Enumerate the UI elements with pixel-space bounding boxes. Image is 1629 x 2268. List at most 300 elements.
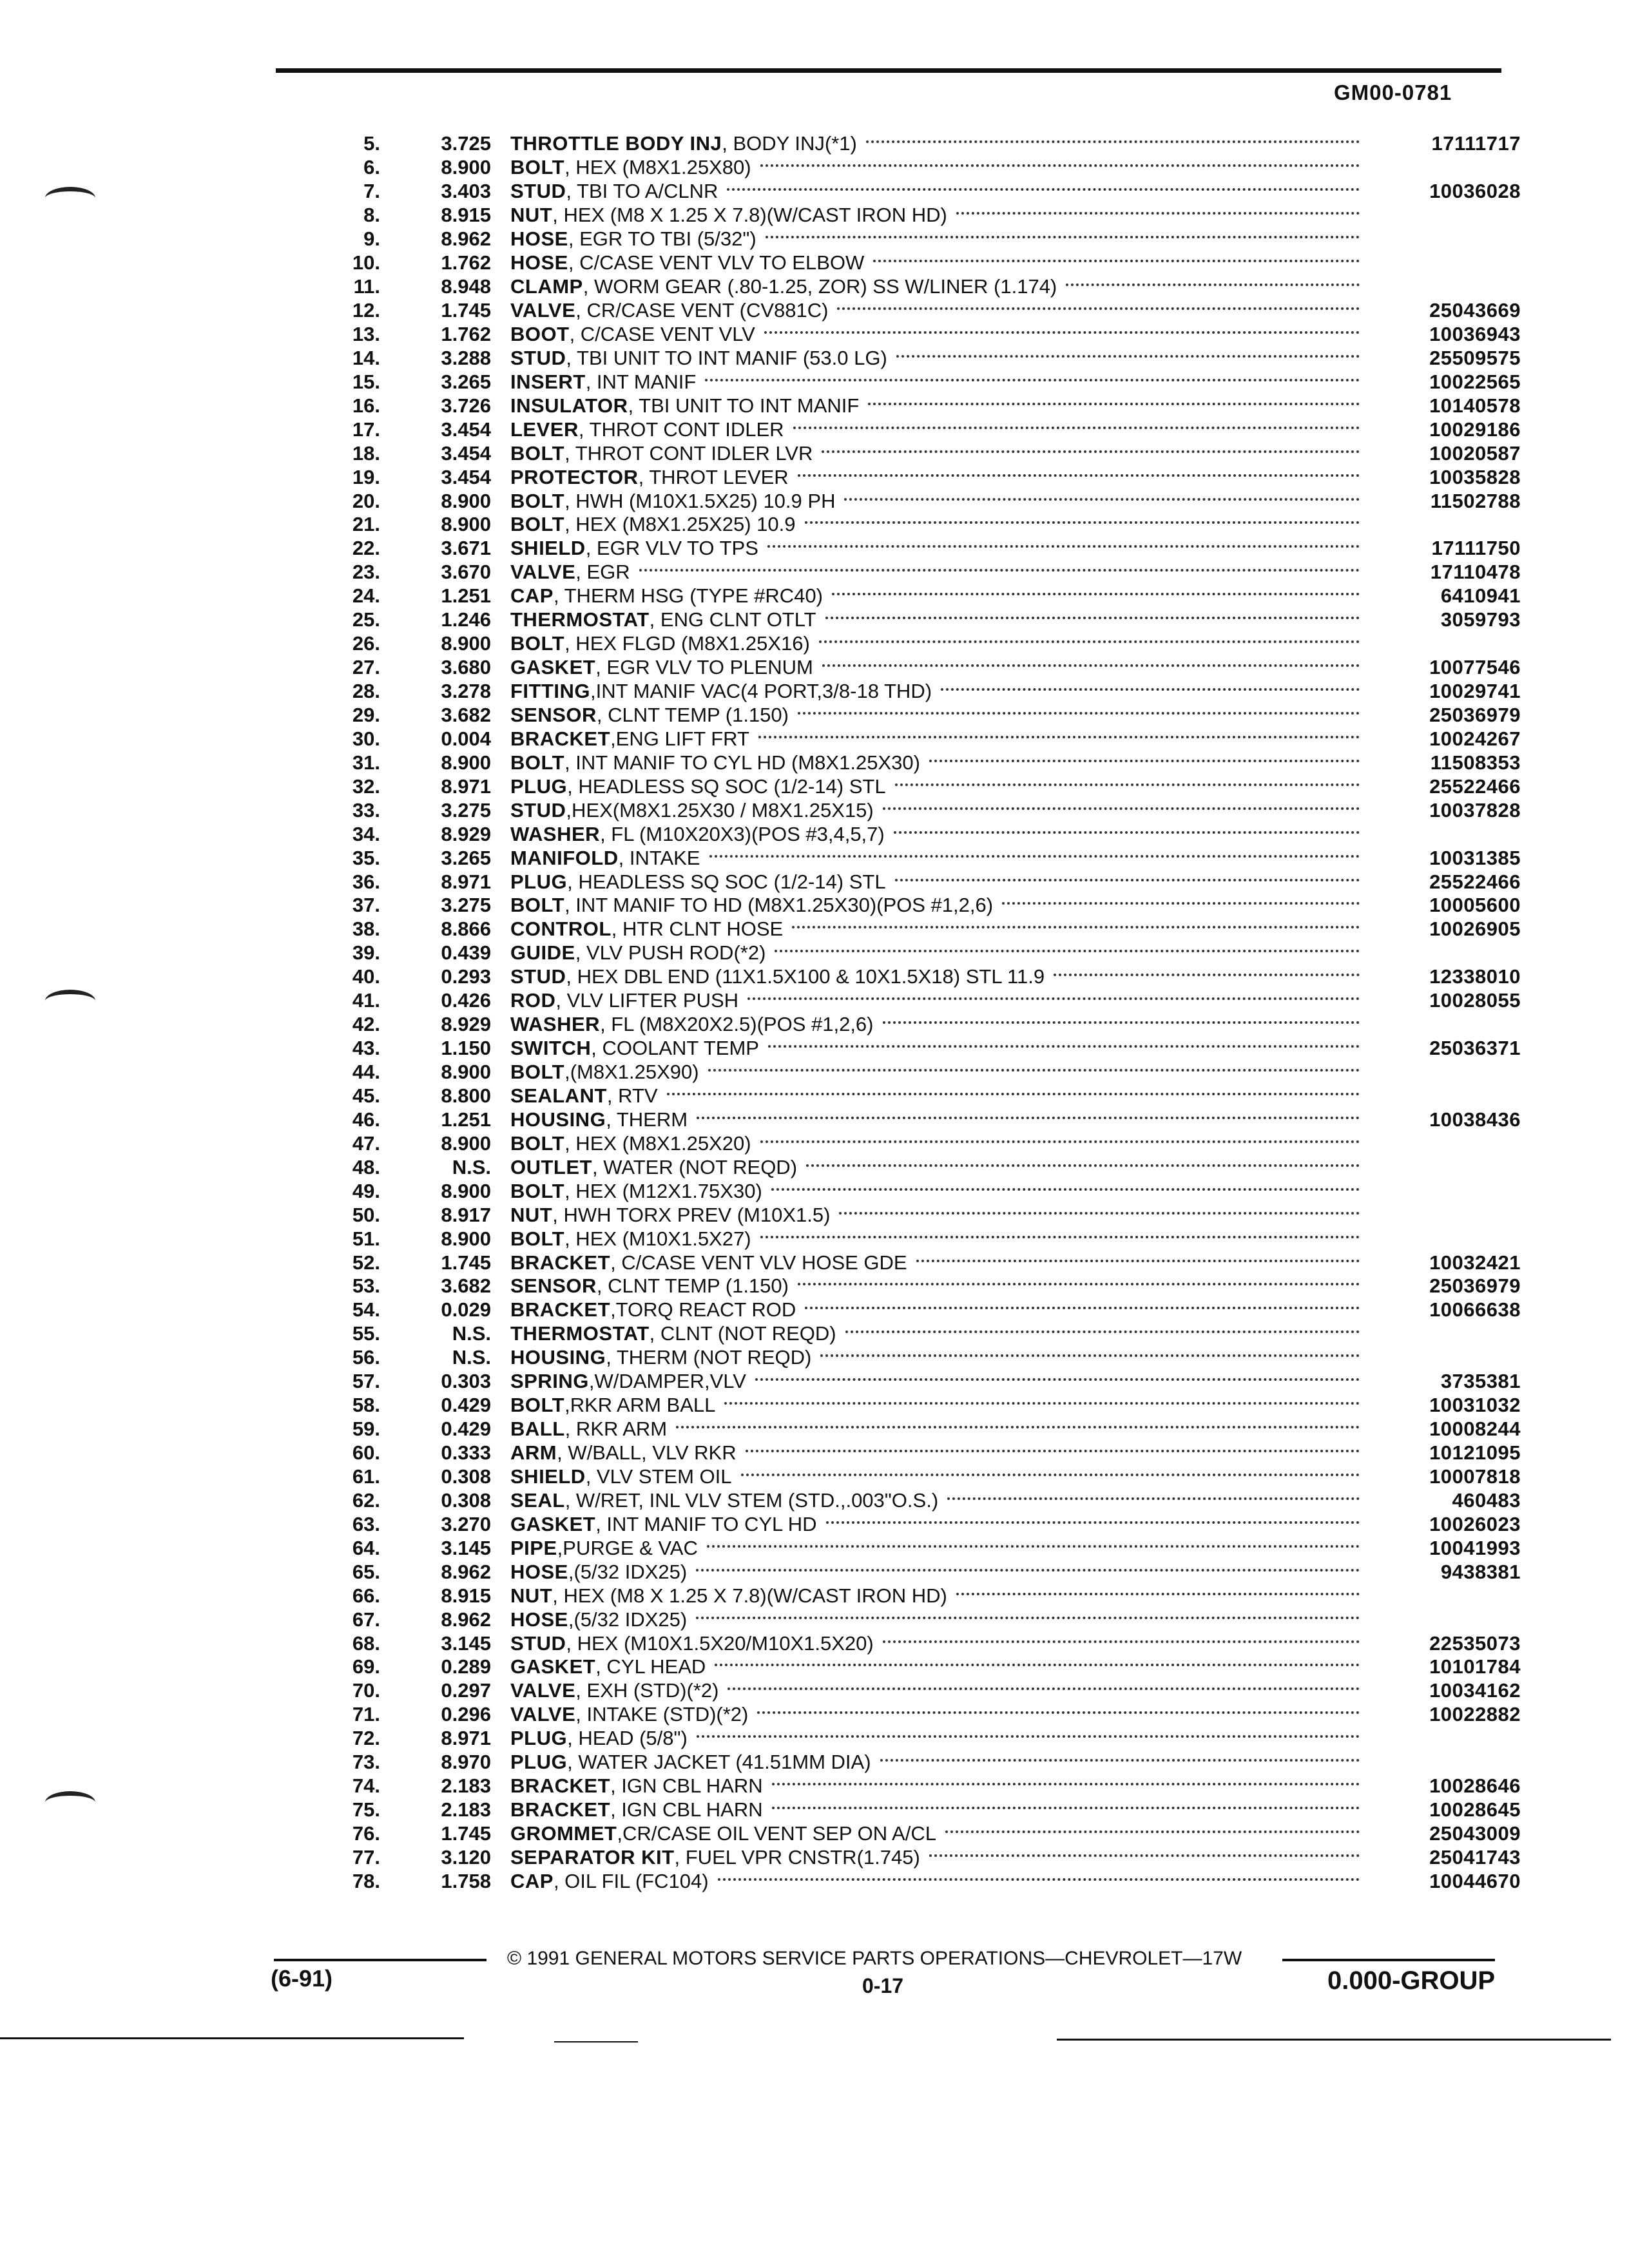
part-name: SEALANT xyxy=(510,1084,607,1107)
item-number: 57. xyxy=(352,1370,380,1393)
part-spec: , CLNT (NOT REQD) xyxy=(649,1322,836,1345)
dot-leader xyxy=(724,1402,1360,1405)
part-name: GASKET xyxy=(510,656,596,679)
parts-list-row xyxy=(335,584,1521,608)
part-spec: , WORM GEAR (.80-1.25, ZOR) SS W/LINER (1.174) xyxy=(583,275,1057,298)
group-number: 2.183 xyxy=(441,1774,491,1798)
parts-list-row xyxy=(335,1703,1521,1727)
group-number: 8.970 xyxy=(441,1751,491,1774)
parts-list-row xyxy=(335,846,1521,870)
part-number: 25522466 xyxy=(1429,870,1521,893)
item-number: 76. xyxy=(352,1822,380,1845)
part-name: ARM xyxy=(510,1441,557,1465)
part-spec: ,(5/32 IDX25) xyxy=(568,1560,688,1583)
part-name: BRACKET xyxy=(510,727,611,750)
part-spec: , TBI TO A/CLNR xyxy=(566,180,718,203)
item-number: 56. xyxy=(352,1346,380,1369)
group-number: 1.251 xyxy=(441,584,491,608)
dot-leader xyxy=(896,355,1360,358)
dot-leader xyxy=(741,1474,1360,1476)
item-number: 59. xyxy=(352,1418,380,1441)
dot-leader xyxy=(707,1545,1360,1548)
group-number: 0.429 xyxy=(441,1394,491,1417)
part-spec: , ENG CLNT OTLT xyxy=(649,608,816,631)
group-number: 0.289 xyxy=(441,1655,491,1678)
part-description xyxy=(510,680,1360,703)
part-spec: , FL (M8X20X2.5)(POS #1,2,6) xyxy=(600,1013,874,1036)
part-name: PIPE xyxy=(510,1536,557,1559)
part-spec: , HEX (M10X1.5X20/M10X1.5X20) xyxy=(566,1631,874,1655)
parts-list-row xyxy=(335,1727,1521,1751)
part-name: HOUSING xyxy=(510,1108,606,1131)
group-number: 8.900 xyxy=(441,751,491,774)
parts-list-row xyxy=(335,513,1521,537)
item-number: 37. xyxy=(352,894,380,917)
part-description xyxy=(510,1846,1360,1869)
part-name: SWITCH xyxy=(510,1037,592,1060)
item-number: 67. xyxy=(352,1608,380,1631)
part-spec: , HEX (M8X1.25X20) xyxy=(564,1131,751,1155)
item-number: 62. xyxy=(352,1488,380,1512)
item-number: 46. xyxy=(352,1108,380,1131)
part-number: 10020587 xyxy=(1429,441,1521,465)
part-name: STUD xyxy=(510,1631,566,1655)
group-number: 3.726 xyxy=(441,394,491,417)
item-number: 78. xyxy=(352,1869,380,1892)
parts-list-row xyxy=(335,561,1521,584)
part-number: 10022565 xyxy=(1429,370,1521,393)
item-number: 40. xyxy=(352,965,380,988)
group-number: 3.680 xyxy=(441,656,491,679)
part-name: HOSE xyxy=(510,1560,568,1583)
parts-list-row xyxy=(335,1346,1521,1370)
part-name: SENSOR xyxy=(510,703,597,726)
item-number: 10. xyxy=(352,251,380,274)
parts-list-row xyxy=(335,346,1521,370)
part-name: THROTTLE BODY INJ xyxy=(510,132,722,155)
item-number: 9. xyxy=(363,227,380,251)
part-number: 10031385 xyxy=(1429,846,1521,869)
part-spec: , WATER JACKET (41.51MM DIA) xyxy=(567,1751,871,1774)
part-description xyxy=(510,299,1360,322)
dot-leader xyxy=(676,1426,1360,1428)
dot-leader xyxy=(822,664,1360,667)
item-number: 25. xyxy=(352,608,380,631)
parts-list-row xyxy=(335,441,1521,465)
parts-list-row xyxy=(335,965,1521,989)
part-description xyxy=(510,442,1360,465)
part-number: 10044670 xyxy=(1429,1869,1521,1892)
part-spec: , W/RET, INL VLV STEM (STD.,.003"O.S.) xyxy=(564,1488,939,1512)
item-number: 68. xyxy=(352,1631,380,1655)
group-number: 3.671 xyxy=(441,537,491,560)
part-spec: , EGR TO TBI (5/32") xyxy=(568,227,757,251)
part-number: 10008244 xyxy=(1429,1418,1521,1441)
part-spec: ,HEX(M8X1.25X30 / M8X1.25X15) xyxy=(566,798,874,822)
item-number: 43. xyxy=(352,1037,380,1060)
part-number: 25036979 xyxy=(1429,703,1521,726)
item-number: 75. xyxy=(352,1798,380,1821)
item-number: 63. xyxy=(352,1512,380,1535)
part-description xyxy=(510,1774,1360,1798)
part-spec: , HEX (M8X1.25X80) xyxy=(564,156,751,179)
dot-leader xyxy=(825,617,1360,619)
parts-list-row xyxy=(335,132,1521,156)
part-name: GUIDE xyxy=(510,941,575,965)
dot-leader xyxy=(806,1164,1360,1167)
item-number: 48. xyxy=(352,1155,380,1178)
dot-leader xyxy=(792,926,1360,928)
part-number: 10029186 xyxy=(1429,418,1521,441)
dot-leader xyxy=(866,140,1360,143)
group-number: 8.971 xyxy=(441,774,491,798)
part-number: 10005600 xyxy=(1429,894,1521,917)
dot-leader xyxy=(697,1117,1360,1119)
part-number: 10028645 xyxy=(1429,1798,1521,1821)
part-description xyxy=(510,1751,1360,1774)
part-spec: , COOLANT TEMP xyxy=(591,1037,759,1060)
dot-leader xyxy=(873,260,1360,262)
part-description xyxy=(510,1561,1360,1584)
part-name: STUD xyxy=(510,180,566,203)
part-name: INSULATOR xyxy=(510,394,628,417)
dot-leader xyxy=(755,1378,1360,1381)
part-description xyxy=(510,1870,1360,1893)
part-number: 10077546 xyxy=(1429,656,1521,679)
item-number: 27. xyxy=(352,656,380,679)
group-number: 3.145 xyxy=(441,1536,491,1559)
group-number: 0.293 xyxy=(441,965,491,988)
dot-leader xyxy=(771,1188,1360,1191)
part-description xyxy=(510,1655,1360,1678)
part-spec: ,CR/CASE OIL VENT SEP ON A/CL xyxy=(617,1822,936,1845)
part-spec: ,INT MANIF VAC(4 PORT,3/8-18 THD) xyxy=(590,680,932,703)
part-name: BOLT xyxy=(510,894,565,917)
dot-leader xyxy=(728,1687,1360,1690)
part-description xyxy=(510,1108,1360,1131)
group-number: 8.917 xyxy=(441,1203,491,1226)
part-name: NUT xyxy=(510,1584,553,1607)
item-number: 38. xyxy=(352,918,380,941)
parts-list-row xyxy=(335,1584,1521,1608)
part-description xyxy=(510,1441,1360,1465)
part-description xyxy=(510,751,1360,774)
part-description xyxy=(510,323,1360,346)
item-number: 29. xyxy=(352,703,380,726)
part-spec: , HEADLESS SQ SOC (1/2-14) STL xyxy=(567,774,886,798)
dot-leader xyxy=(772,1807,1360,1809)
part-name: STUD xyxy=(510,346,566,369)
part-number: 12338010 xyxy=(1429,965,1521,988)
dot-leader xyxy=(760,164,1360,167)
part-spec: , RTV xyxy=(606,1084,658,1107)
part-name: BOLT xyxy=(510,513,565,536)
part-number: 10140578 xyxy=(1429,394,1521,417)
part-spec: , HWH TORX PREV (M10X1.5) xyxy=(552,1203,831,1226)
item-number: 69. xyxy=(352,1655,380,1678)
parts-list-row xyxy=(335,1608,1521,1631)
dot-leader xyxy=(880,1759,1360,1762)
bottom-edge-line-right xyxy=(1057,2039,1611,2041)
dot-leader xyxy=(758,736,1360,738)
group-number: 8.971 xyxy=(441,1727,491,1750)
part-name: STUD xyxy=(510,798,566,822)
parts-list-row xyxy=(335,1179,1521,1203)
group-label: 0.000-GROUP xyxy=(1327,1966,1496,1995)
page-number: 0-17 xyxy=(862,1974,904,1997)
part-spec: ,PURGE & VAC xyxy=(557,1536,698,1559)
part-name: HOUSING xyxy=(510,1346,606,1369)
group-number: 1.745 xyxy=(441,299,491,322)
part-spec: , RKR ARM xyxy=(564,1418,668,1441)
item-number: 33. xyxy=(352,798,380,822)
item-number: 20. xyxy=(352,489,380,512)
parts-list-row xyxy=(335,894,1521,918)
part-name: BOOT xyxy=(510,322,570,345)
parts-list-row xyxy=(335,418,1521,441)
parts-list-row xyxy=(335,1512,1521,1536)
dot-leader xyxy=(883,1640,1360,1643)
part-spec: , EGR VLV TO TPS xyxy=(585,537,758,560)
part-name: CAP xyxy=(510,584,554,608)
parts-list-row xyxy=(335,1418,1521,1441)
part-number: 10034162 xyxy=(1429,1679,1521,1702)
parts-list-row xyxy=(335,1131,1521,1155)
part-number: 10036943 xyxy=(1429,322,1521,345)
part-number: 10031032 xyxy=(1429,1394,1521,1417)
part-description xyxy=(510,608,1360,631)
group-number: 3.288 xyxy=(441,346,491,369)
part-name: SPRING xyxy=(510,1370,589,1393)
item-number: 7. xyxy=(363,180,380,203)
part-number: 3735381 xyxy=(1440,1370,1521,1393)
part-spec: , IGN CBL HARN xyxy=(610,1798,763,1821)
part-spec: , VLV LIFTER PUSH xyxy=(555,989,739,1012)
part-name: SHIELD xyxy=(510,1465,586,1488)
part-number: 22535073 xyxy=(1429,1631,1521,1655)
part-name: BOLT xyxy=(510,1179,565,1202)
item-number: 65. xyxy=(352,1560,380,1583)
parts-list-row xyxy=(335,251,1521,275)
parts-list-row xyxy=(335,537,1521,561)
part-description xyxy=(510,823,1360,846)
part-name: MANIFOLD xyxy=(510,846,619,869)
parts-list-row xyxy=(335,918,1521,941)
part-description xyxy=(510,156,1360,179)
group-number: 3.454 xyxy=(441,465,491,488)
part-name: SEAL xyxy=(510,1488,565,1512)
part-name: STUD xyxy=(510,965,566,988)
dot-leader xyxy=(772,1783,1360,1785)
part-number: 10101784 xyxy=(1429,1655,1521,1678)
part-name: NUT xyxy=(510,1203,553,1226)
parts-list-row xyxy=(335,941,1521,965)
item-number: 41. xyxy=(352,989,380,1012)
group-number: 8.948 xyxy=(441,275,491,298)
part-description xyxy=(510,1227,1360,1251)
part-name: VALVE xyxy=(510,1679,576,1702)
part-number: 10007818 xyxy=(1429,1465,1521,1488)
dot-leader xyxy=(916,1260,1360,1262)
part-description xyxy=(510,513,1360,536)
part-number: 10036028 xyxy=(1429,180,1521,203)
dot-leader xyxy=(708,1069,1360,1072)
dot-leader xyxy=(798,1283,1360,1285)
group-number: 0.296 xyxy=(441,1703,491,1726)
parts-list-row xyxy=(335,704,1521,727)
group-number: 8.800 xyxy=(441,1084,491,1107)
part-number: 11508353 xyxy=(1430,751,1521,774)
parts-list-row xyxy=(335,323,1521,347)
part-spec: , INT MANIF TO HD (M8X1.25X30)(POS #1,2,6) xyxy=(564,894,994,917)
part-name: THERMOSTAT xyxy=(510,1322,650,1345)
dot-leader xyxy=(822,450,1360,453)
dot-leader xyxy=(705,379,1360,381)
part-spec: , INT MANIF xyxy=(585,370,697,393)
part-number: 9438381 xyxy=(1440,1560,1521,1583)
parts-list-row xyxy=(335,798,1521,822)
item-number: 47. xyxy=(352,1131,380,1155)
dot-leader xyxy=(667,1093,1360,1095)
part-description xyxy=(510,537,1360,560)
part-name: SEPARATOR KIT xyxy=(510,1845,675,1869)
part-number: 25043669 xyxy=(1429,299,1521,322)
part-spec: , W/BALL, VLV RKR xyxy=(557,1441,737,1465)
parts-list-row xyxy=(335,1846,1521,1870)
part-number: 17111750 xyxy=(1431,537,1521,560)
part-name: BALL xyxy=(510,1418,565,1441)
part-name: BOLT xyxy=(510,489,565,512)
part-spec: , INTAKE (STD)(*2) xyxy=(575,1703,749,1726)
parts-list-row xyxy=(335,751,1521,774)
parts-list-row xyxy=(335,227,1521,251)
item-number: 64. xyxy=(352,1536,380,1559)
item-number: 52. xyxy=(352,1251,380,1274)
part-spec: , CR/CASE VENT (CV881C) xyxy=(575,299,829,322)
dot-leader xyxy=(764,331,1360,334)
part-spec: ,W/DAMPER,VLV xyxy=(588,1370,746,1393)
group-number: 8.866 xyxy=(441,918,491,941)
group-number: 1.246 xyxy=(441,608,491,631)
part-name: PLUG xyxy=(510,774,568,798)
parts-list-row xyxy=(335,1631,1521,1655)
part-spec: ,RKR ARM BALL xyxy=(564,1394,716,1417)
parts-list-row xyxy=(335,1536,1521,1560)
part-spec: , HEX FLGD (M8X1.25X16) xyxy=(564,632,810,655)
item-number: 28. xyxy=(352,680,380,703)
bottom-edge-line-mid xyxy=(554,2041,638,2042)
part-spec: , HEX (M10X1.5X27) xyxy=(564,1227,751,1250)
parts-list-row xyxy=(335,632,1521,656)
part-spec: , HEX (M8 X 1.25 X 7.8)(W/CAST IRON HD) xyxy=(552,1584,947,1607)
part-spec: , EXH (STD)(*2) xyxy=(575,1679,719,1702)
part-spec: , C/CASE VENT VLV TO ELBOW xyxy=(568,251,865,274)
part-name: LEVER xyxy=(510,418,579,441)
part-description xyxy=(510,704,1360,727)
part-number: 10038436 xyxy=(1429,1108,1521,1131)
dot-leader xyxy=(826,1521,1360,1524)
part-name: BOLT xyxy=(510,751,565,774)
part-spec: ,TORQ REACT ROD xyxy=(610,1298,796,1321)
item-number: 60. xyxy=(352,1441,380,1465)
part-name: PLUG xyxy=(510,1727,568,1750)
part-number: 3059793 xyxy=(1440,608,1521,631)
parts-list-row xyxy=(335,727,1521,751)
group-number: 0.308 xyxy=(441,1488,491,1512)
part-number: 11502788 xyxy=(1430,489,1521,512)
dot-leader xyxy=(1066,284,1360,286)
group-number: 8.900 xyxy=(441,156,491,179)
part-description xyxy=(510,1513,1360,1536)
part-description xyxy=(510,561,1360,584)
part-name: HOSE xyxy=(510,227,568,251)
item-number: 55. xyxy=(352,1322,380,1345)
part-spec: , HEX (M8 X 1.25 X 7.8)(W/CAST IRON HD) xyxy=(552,204,947,227)
footer-rule-left xyxy=(274,1959,487,1961)
group-number: 1.745 xyxy=(441,1251,491,1274)
part-number: 25036979 xyxy=(1429,1274,1521,1298)
item-number: 54. xyxy=(352,1298,380,1321)
part-description xyxy=(510,1322,1360,1345)
parts-list-row xyxy=(335,1869,1521,1893)
part-number: 17110478 xyxy=(1430,561,1521,584)
parts-list-row xyxy=(335,1155,1521,1179)
part-number: 10028055 xyxy=(1429,989,1521,1012)
dot-leader xyxy=(895,783,1360,786)
parts-list-row xyxy=(335,489,1521,513)
binder-hole-mark xyxy=(45,1791,95,1814)
dot-leader xyxy=(945,1831,1360,1833)
part-spec: , CLNT TEMP (1.150) xyxy=(596,1274,789,1298)
part-description xyxy=(510,584,1360,608)
part-name: PROTECTOR xyxy=(510,465,639,488)
part-description xyxy=(510,1394,1360,1417)
group-number: 3.275 xyxy=(441,894,491,917)
parts-list-row xyxy=(335,1203,1521,1227)
dot-leader xyxy=(868,403,1360,405)
dot-leader xyxy=(768,1045,1360,1048)
group-number: 1.745 xyxy=(441,1822,491,1845)
parts-list-row xyxy=(335,1560,1521,1584)
part-number: 25509575 xyxy=(1429,346,1521,369)
part-spec: , HWH (M10X1.5X25) 10.9 PH xyxy=(564,489,836,512)
part-name: GASKET xyxy=(510,1655,596,1678)
parts-list-row xyxy=(335,1274,1521,1298)
part-spec: ,ENG LIFT FRT xyxy=(610,727,749,750)
group-number: 3.145 xyxy=(441,1631,491,1655)
dot-leader xyxy=(718,1878,1360,1881)
part-name: PLUG xyxy=(510,1751,568,1774)
dot-leader xyxy=(1054,974,1360,976)
part-spec: , VLV STEM OIL xyxy=(585,1465,732,1488)
item-number: 70. xyxy=(352,1679,380,1702)
parts-list-row xyxy=(335,822,1521,846)
item-number: 49. xyxy=(352,1179,380,1202)
part-spec: , THROT CONT IDLER xyxy=(578,418,784,441)
item-number: 73. xyxy=(352,1751,380,1774)
group-number: 3.278 xyxy=(441,680,491,703)
item-number: 6. xyxy=(363,156,380,179)
parts-list-row xyxy=(335,1084,1521,1108)
item-number: 71. xyxy=(352,1703,380,1726)
item-number: 53. xyxy=(352,1274,380,1298)
part-description xyxy=(510,847,1360,870)
group-number: 3.403 xyxy=(441,180,491,203)
item-number: 22. xyxy=(352,537,380,560)
dot-leader xyxy=(757,1711,1360,1714)
parts-list-row xyxy=(335,1798,1521,1822)
item-number: 74. xyxy=(352,1774,380,1798)
